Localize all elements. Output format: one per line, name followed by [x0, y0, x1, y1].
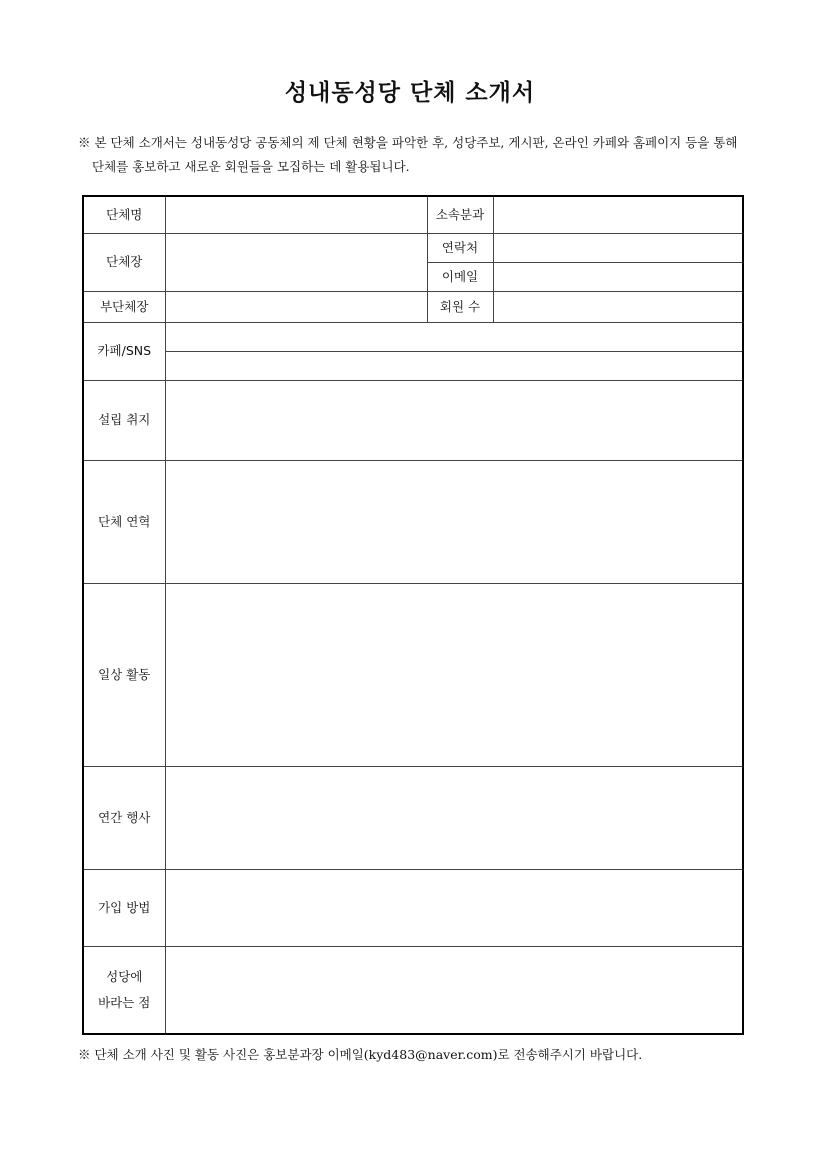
group-name-label: 단체명 [83, 196, 165, 233]
contact-label: 연락처 [427, 233, 493, 262]
annual-events-field[interactable] [165, 766, 743, 869]
email-label: 이메일 [427, 262, 493, 291]
purpose-label: 설립 취지 [83, 380, 165, 460]
page-title: 성내동성당 단체 소개서 [284, 80, 536, 106]
group-name-field[interactable] [165, 196, 427, 233]
cafe-sns-field-1[interactable] [165, 322, 743, 351]
group-introduction-form [82, 195, 744, 1035]
leader-label: 단체장 [83, 233, 165, 291]
affiliation-label: 소속분과 [427, 196, 493, 233]
how-to-join-field[interactable] [165, 869, 743, 946]
purpose-field[interactable] [165, 380, 743, 460]
email-field[interactable] [493, 262, 743, 291]
vice-leader-label: 부단체장 [83, 291, 165, 322]
daily-activities-label: 일상 활동 [83, 583, 165, 766]
intro-note: ※ 본 단체 소개서는 성내동성당 공동체의 제 단체 현황을 파악한 후, 성당주보, 게시판, 온라인 카페와 홈페이지 등을 통해 단체를 홍보하고 새로운 회원들을 모집하는 데 활용됩니다. [78, 135, 738, 174]
annual-events-label: 연간 행사 [83, 766, 165, 869]
wishes-field[interactable] [165, 946, 743, 1034]
leader-field[interactable] [165, 233, 427, 291]
member-count-label: 회원 수 [427, 291, 493, 322]
wishes-label [83, 946, 165, 1034]
wishes-label-line1: 성당에 [106, 968, 143, 984]
cafe-sns-field-2[interactable] [165, 351, 743, 380]
member-count-field[interactable] [493, 291, 743, 322]
history-field[interactable] [165, 460, 743, 583]
daily-activities-field[interactable] [165, 583, 743, 766]
how-to-join-label: 가입 방법 [83, 869, 165, 946]
footer-note: ※ 단체 소개 사진 및 활동 사진은 홍보분과장 이메일(kyd483@naver.com)로 전송해주시기 바랍니다. [78, 1047, 643, 1062]
contact-field[interactable] [493, 233, 743, 262]
cafe-sns-label: 카페/SNS [83, 322, 165, 380]
vice-leader-field[interactable] [165, 291, 427, 322]
affiliation-field[interactable] [493, 196, 743, 233]
history-label: 단체 연혁 [83, 460, 165, 583]
wishes-label-line2: 바라는 점 [98, 994, 151, 1010]
